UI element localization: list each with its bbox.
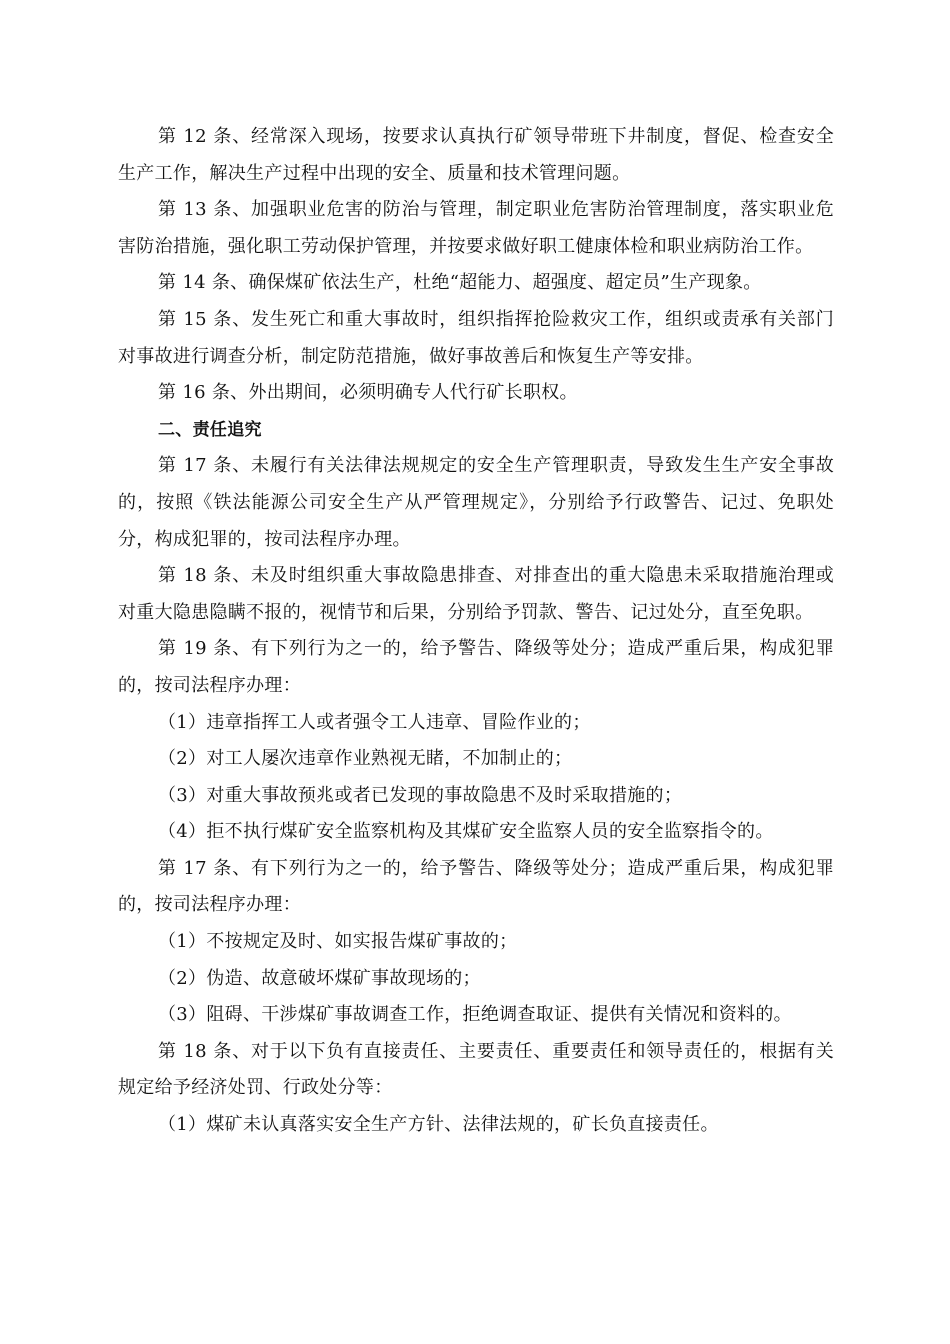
- article-17: 第 17 条、未履行有关法律法规规定的安全生产管理职责，导致发生生产安全事故的，按照《铁法能源公司安全生产从严管理规定》，分别给予行政警告、记过、免职处分，构成犯罪的，按司法程序办理。: [118, 455, 834, 550]
- article-14: 第 14 条、确保煤矿依法生产，杜绝“超能力、超强度、超定员”生产现象。: [158, 272, 762, 294]
- article-16: 第 16 条、外出期间，必须明确专人代行矿长职权。: [158, 382, 578, 404]
- article-12: 第 12 条、经常深入现场，按要求认真执行矿领导带班下井制度，督促、检查安全生产工作，解决生产过程中出现的安全、质量和技术管理问题。: [118, 126, 834, 184]
- article-18: 第 18 条、未及时组织重大事故隐患排查、对排查出的重大隐患未采取措施治理或对重大隐患隐瞒不报的，视情节和后果，分别给予罚款、警告、记过处分，直至免职。: [118, 565, 834, 623]
- list-item: （1）煤矿未认真落实安全生产方针、法律法规的，矿长负直接责任。: [158, 1114, 719, 1136]
- list-item: （2）伪造、故意破坏煤矿事故现场的；: [158, 967, 481, 989]
- document-body: [118, 119, 834, 1144]
- list-item: （4）拒不执行煤矿安全监察机构及其煤矿安全监察人员的安全监察指令的。: [158, 821, 774, 843]
- list-item: （1）不按规定及时、如实报告煤矿事故的；: [158, 931, 518, 953]
- list-item: （3）对重大事故预兆或者已发现的事故隐患不及时采取措施的；: [158, 784, 683, 806]
- article-17-second: 第 17 条、有下列行为之一的，给予警告、降级等处分；造成严重后果，构成犯罪的，按司法程序办理：: [118, 857, 834, 916]
- article-19: 第 19 条、有下列行为之一的，给予警告、降级等处分；造成严重后果，构成犯罪的，按司法程序办理：: [118, 638, 834, 696]
- article-15: 第 15 条、发生死亡和重大事故时，组织指挥抢险救灾工作，组织或责承有关部门对事故进行调查分析，制定防范措施，做好事故善后和恢复生产等安排。: [118, 308, 834, 367]
- list-item: （2）对工人屡次违章作业熟视无睹，不加制止的；: [158, 748, 573, 770]
- list-item: （1）违章指挥工人或者强令工人违章、冒险作业的；: [158, 711, 591, 733]
- section-heading: 二、责任追究: [158, 419, 262, 440]
- article-13: 第 13 条、加强职业危害的防治与管理，制定职业危害防治管理制度，落实职业危害防治措施，强化职工劳动保护管理，并按要求做好职工健康体检和职业病防治工作。: [118, 199, 834, 257]
- article-18-second: 第 18 条、对于以下负有直接责任、主要责任、重要责任和领导责任的，根据有关规定给予经济处罚、行政处分等：: [118, 1040, 834, 1099]
- list-item: （3）阻碍、干涉煤矿事故调查工作，拒绝调查取证、提供有关情况和资料的。: [158, 1004, 792, 1026]
